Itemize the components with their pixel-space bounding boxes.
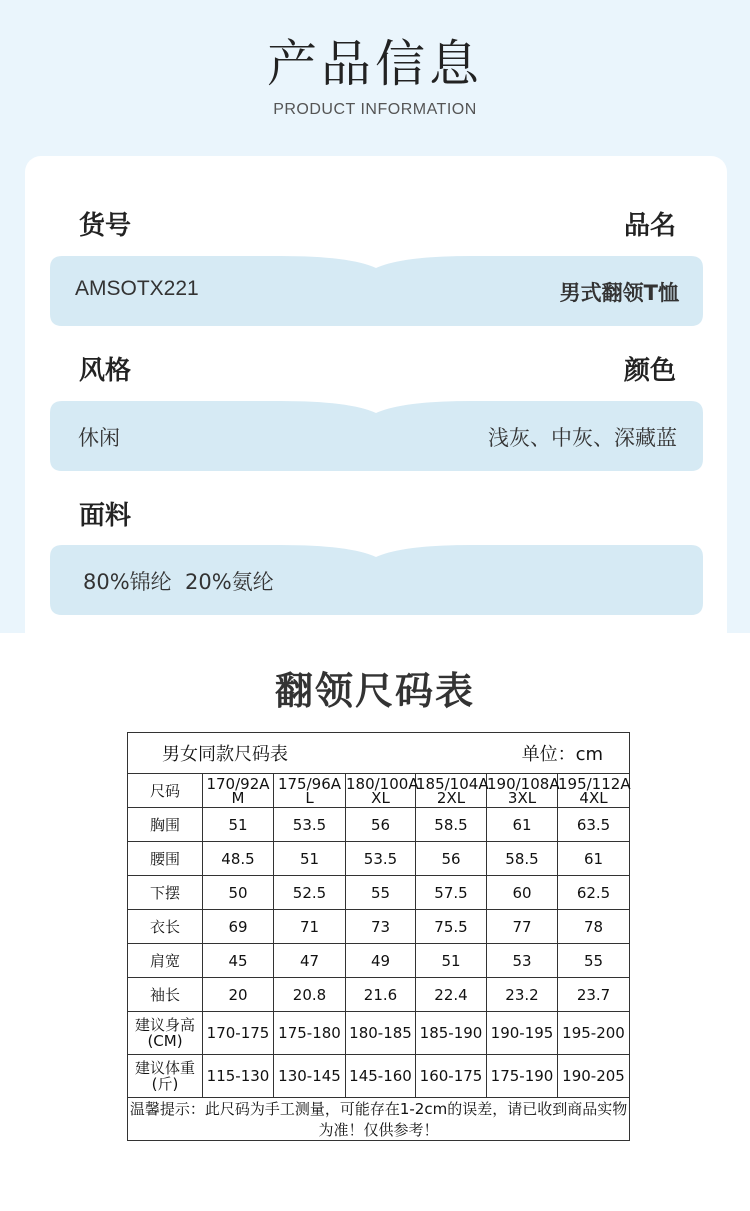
row-label: 肩宽 [128,944,203,978]
table-cell: 56 [346,808,416,842]
table-cell: 180-185 [346,1012,416,1055]
table-cell: 78 [558,910,630,944]
table-cell: 69 [203,910,274,944]
info-bar-fabric [50,545,703,615]
table-cell: 56 [416,842,487,876]
measurement-note: 温馨提示：此尺码为手工测量，可能存在1-2cm的误差，请已收到商品实物为准！仅供参考！ [128,1098,630,1141]
unit-label: 单位：cm [416,733,630,774]
table-cell: 55 [558,944,630,978]
table-row-waist [128,842,630,876]
table-cell: 77 [487,910,558,944]
color-label: 颜色 [623,356,676,386]
table-cell: 63.5 [558,808,630,842]
size-label: 尺码 [128,774,203,808]
size-chart-title: 翻领尺码表 [274,669,475,713]
size-cell: 185/104A 2XL [416,774,489,807]
row-label: 腰围 [128,842,203,876]
item-no-value: AMSOTX221 [75,277,199,300]
size-cell: 175/96A L [274,774,346,808]
table-cell: 51 [274,842,346,876]
table-cell: 190-205 [558,1055,630,1098]
table-cell: 190-195 [487,1012,558,1055]
style-value: 休闲 [78,426,120,450]
table-cell: 51 [203,808,274,842]
table-cell: 23.7 [558,978,630,1012]
name-value: 男式翻领T恤 [559,281,679,305]
table-row-hem [128,876,630,910]
color-value: 浅灰、中灰、深藏蓝 [488,426,677,450]
table-row-weight [128,1055,630,1098]
table-cell: 22.4 [416,978,487,1012]
size-cell: 180/100A XL [346,774,419,807]
table-cell: 53 [487,944,558,978]
table-cell: 50 [203,876,274,910]
table-cell: 185-190 [416,1012,487,1055]
table-cell: 115-130 [203,1055,274,1098]
table-cell: 60 [487,876,558,910]
row-label: 下摆 [128,876,203,910]
table-cell: 45 [203,944,274,978]
table-cell: 58.5 [416,808,487,842]
table-cell: 160-175 [416,1055,487,1098]
row-label: 衣长 [128,910,203,944]
size-cell: 195/112A 4XL [558,774,631,807]
table-row-length [128,910,630,944]
table-cell: 130-145 [274,1055,346,1098]
fabric-value: 80%锦纶 20%氨纶 [83,570,274,594]
table-cell: 170-175 [203,1012,274,1055]
table-cell: 51 [416,944,487,978]
table-row-chest [128,808,630,842]
table-cell: 47 [274,944,346,978]
size-row [128,774,630,808]
page-title: 产品信息 [267,35,483,93]
row-label: 建议体重 (斤) [128,1055,203,1098]
row-label: 建议身高 (CM) [128,1012,203,1055]
size-cell: 190/108A 3XL [487,774,560,807]
table-cell: 175-190 [487,1055,558,1098]
table-cell: 20.8 [274,978,346,1012]
info-bar-style [50,401,703,471]
info-bar-item [50,256,703,326]
table-name: 男女同款尺码表 [128,733,416,774]
table-cell: 58.5 [487,842,558,876]
table-cell: 48.5 [203,842,274,876]
name-label: 品名 [623,211,676,241]
table-header-row [128,733,630,774]
table-row-sleeve [128,978,630,1012]
row-label: 胸围 [128,808,203,842]
table-cell: 21.6 [346,978,416,1012]
fabric-label: 面料 [79,501,132,531]
table-cell: 57.5 [416,876,487,910]
item-no-label: 货号 [79,211,132,241]
table-cell: 61 [558,842,630,876]
table-cell: 52.5 [274,876,346,910]
table-cell: 55 [346,876,416,910]
table-cell: 73 [346,910,416,944]
table-cell: 61 [487,808,558,842]
table-cell: 23.2 [487,978,558,1012]
table-cell: 62.5 [558,876,630,910]
table-cell: 53.5 [346,842,416,876]
table-row-height [128,1012,630,1055]
size-table [127,732,630,1141]
table-cell: 145-160 [346,1055,416,1098]
table-cell: 53.5 [274,808,346,842]
table-cell: 71 [274,910,346,944]
table-cell: 175-180 [274,1012,346,1055]
table-note-row [128,1098,630,1141]
table-cell: 75.5 [416,910,487,944]
row-label: 袖长 [128,978,203,1012]
size-cell: 170/92A M [203,774,274,808]
page-subtitle: PRODUCT INFORMATION [273,101,477,118]
table-cell: 20 [203,978,274,1012]
table-cell: 195-200 [558,1012,630,1055]
table-row-shoulder [128,944,630,978]
style-label: 风格 [79,356,132,386]
table-cell: 49 [346,944,416,978]
